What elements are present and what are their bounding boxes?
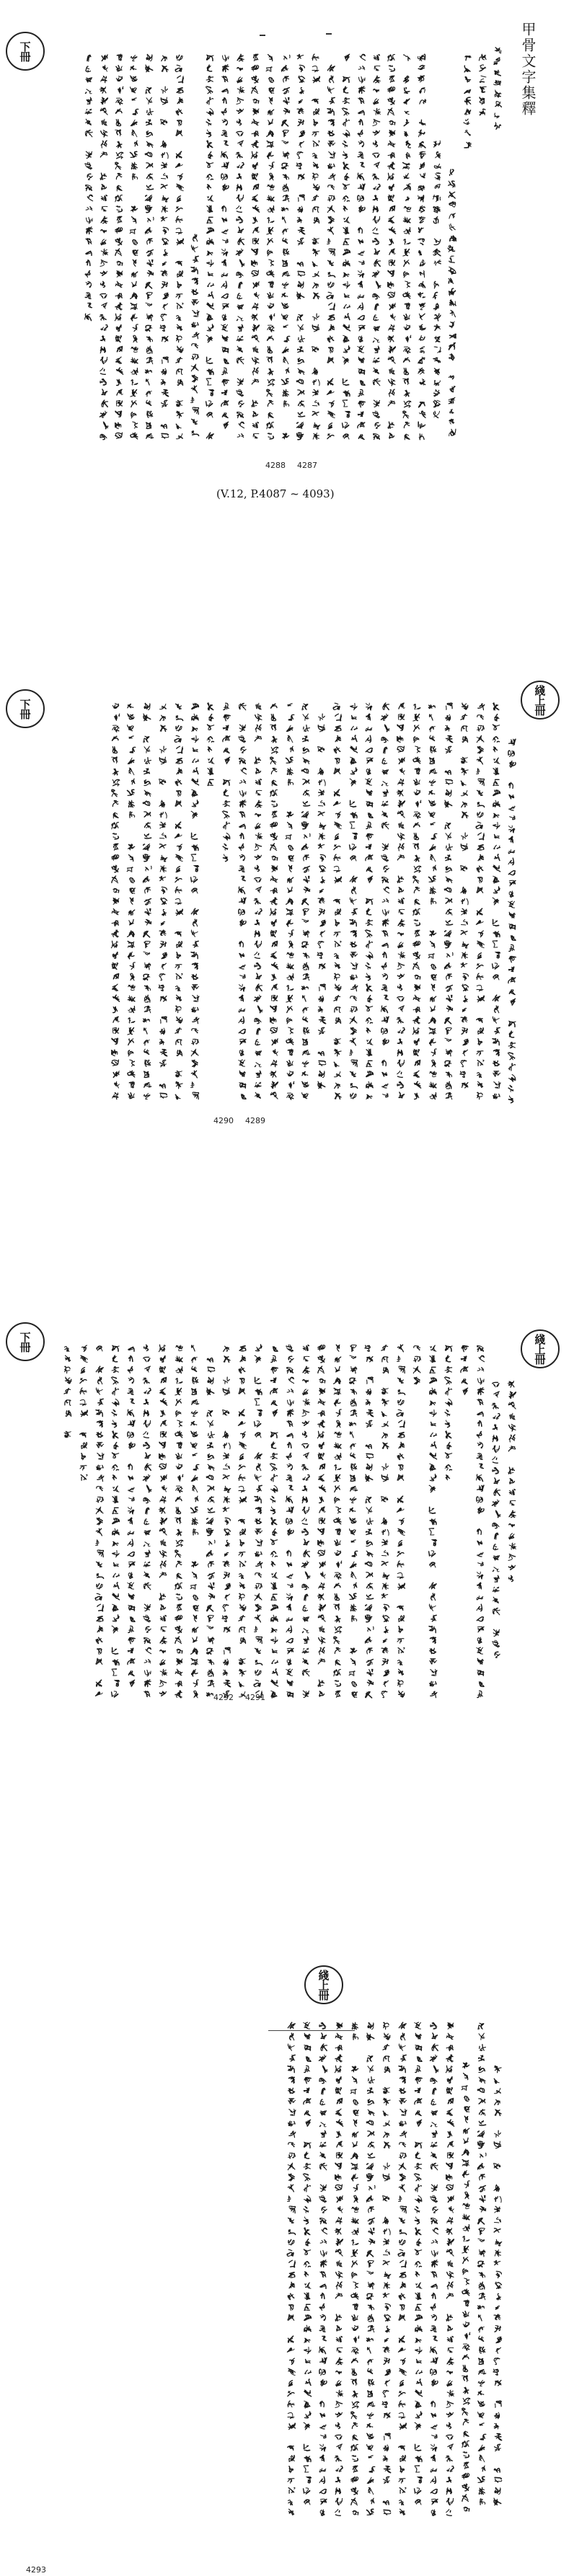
page-number: 4291 [245, 1693, 265, 1702]
page-number: 4289 [245, 1116, 265, 1125]
volume-seal: 綫上冊 [521, 1329, 560, 1368]
page-number: 4287 [297, 461, 317, 470]
volume-seal: 下冊 [6, 32, 45, 71]
page-range-note: (V.12, P.4087 ~ 4093) [216, 487, 335, 500]
document-page-2 [0, 649, 574, 1298]
header-dash [326, 33, 332, 35]
handwritten-text-columns [50, 699, 526, 1103]
volume-seal: 綫上冊 [304, 1965, 343, 2004]
page-number: 4292 [213, 1693, 234, 1702]
volume-seal: 綫上冊 [521, 681, 560, 720]
volume-seal: 下冊 [6, 689, 45, 728]
document-page-1 [0, 0, 574, 649]
book-title: 甲骨文字集釋 [519, 22, 537, 117]
handwritten-text-columns [50, 2011, 526, 2516]
page-number: 4293 [26, 2565, 46, 2575]
handwritten-text-columns [50, 1341, 526, 1716]
page-number: 4288 [265, 461, 286, 470]
document-page-4 [0, 1947, 574, 2576]
page-number: 4290 [213, 1116, 234, 1125]
header-dash [260, 35, 265, 36]
handwritten-text-columns [65, 50, 512, 454]
volume-seal: 下冊 [6, 1322, 45, 1361]
document-page-3 [0, 1298, 574, 1947]
